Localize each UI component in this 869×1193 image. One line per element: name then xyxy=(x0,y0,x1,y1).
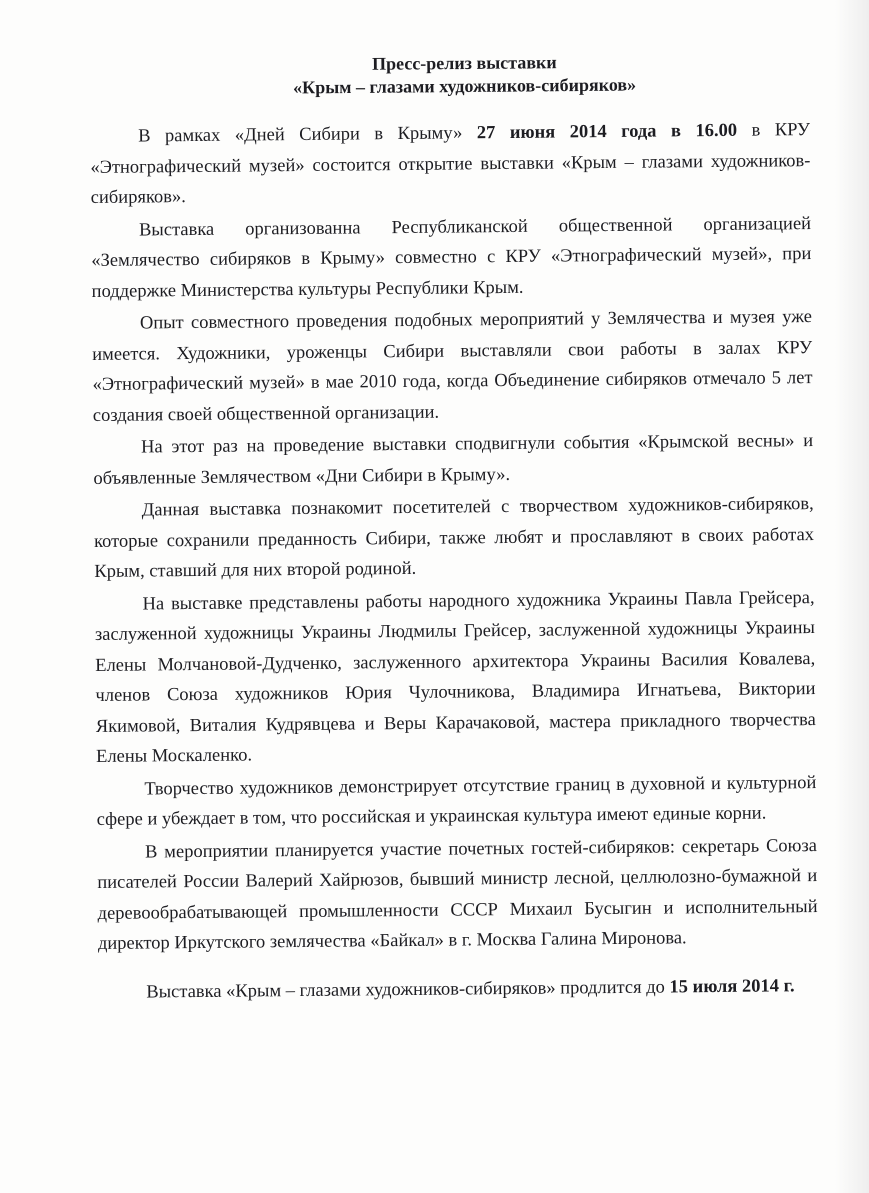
closing-date: 15 июля 2014 г. xyxy=(669,975,795,997)
press-release-title xyxy=(30,48,869,102)
paragraph-artists: На выставке представлены работы народного художника Украины Павла Грейсера, заслуженной художницы Украины Людмилы Грейсер, заслуженной художницы Украины Елены Молчановой-Дудченко, заслуженного архитектора Украины Василия Ковалева, членов Союза художников Юрия Чулочникова, Владимира Игнатьева, Виктории Якимовой, Виталия Кудрявцева и Веры Карачаковой, мастера прикладного творчества Елены Москаленко. xyxy=(94,587,816,767)
paragraph-exhibition-intro: Данная выставка познакомит посетителей с творчеством художников-сибиряков, которые сохранили преданность Сибири, также любят и прославляют в своих работах Крым, ставший для них второй родиной. xyxy=(93,494,815,582)
paragraph-duration-lead: Выставка «Крым – глазами художников-сибиряков» продлится до xyxy=(146,976,670,1002)
paragraph-opening xyxy=(90,115,811,213)
paragraph-guests: В мероприятии планируется участие почетных гостей-сибиряков: секретарь Союза писателей России Валерий Хайрюзов, бывший министр лесной, целлюлозно-бумажной и деревообрабатывающей промышленности СССР Михаил Бусыгин и исполнительный директор Иркутского землячества «Байкал» в г. Москва Галина Миронова. xyxy=(97,835,818,954)
opening-date: 27 июня 2014 года в 16.00 xyxy=(476,120,738,144)
press-release-body xyxy=(90,115,818,1010)
paragraph-crimean-spring: На этот раз на проведение выставки сподвигнули события «Крымской весны» и объявленные Землячеством «Дни Сибири в Крыму». xyxy=(93,431,814,489)
title-line-1: Пресс-релиз выставки xyxy=(371,52,557,74)
paragraph-opening-lead: В рамках «Дней Сибири в Крыму» xyxy=(138,123,477,147)
paragraph-opening-rest: в КРУ «Этнографический музей» состоится открытие выставки «Крым – глазами художников-сибиряков». xyxy=(90,120,811,208)
title-line-2: «Крым – глазами художников-сибиряков» xyxy=(292,74,637,98)
paragraph-duration xyxy=(98,971,818,1008)
scan-edge-shadow xyxy=(835,0,869,1193)
paragraph-experience: Опыт совместного проведения подобных мероприятий у Землячества и музея уже имеется. Художники, уроженцы Сибири выставляли свои работы в залах КРУ «Этнографический музей» в мае 2010 года, когда Объединение сибиряков отмечало 5 лет создания своей общественной организации. xyxy=(92,307,813,426)
paragraph-culture: Творчество художников демонстрирует отсутствие границ в духовной и культурной сфере и убеждает в том, что российская и украинская культура имеют единые корни. xyxy=(96,772,817,830)
paragraph-organizers: Выставка организованна Республиканской общественной организацией «Землячество сибиряков в Крыму» совместно с КРУ «Этнографический музей», при поддержке Министерства культуры Республики Крым. xyxy=(91,213,812,302)
